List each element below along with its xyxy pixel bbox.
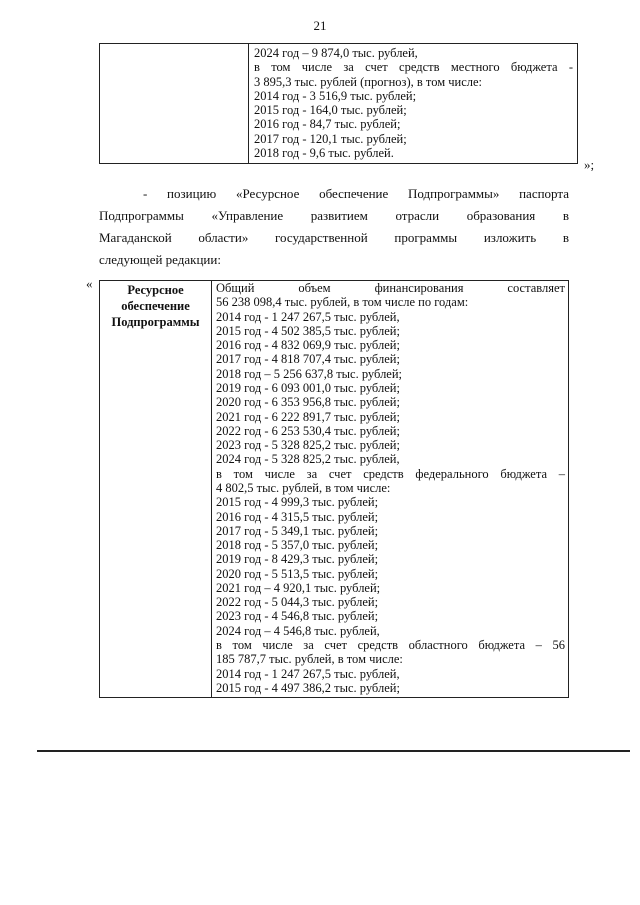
paragraph-line: Магаданской области» государственной программы изложить в [99, 230, 569, 245]
resource-line: 2020 год - 6 353 956,8 тыс. рублей; [216, 395, 400, 410]
resource-line: 2023 год - 5 328 825,2 тыс. рублей; [216, 438, 400, 453]
resource-line: 2016 год - 4 315,5 тыс. рублей; [216, 509, 379, 524]
resource-line: в том числе за счет средств федерального бюджета – [216, 466, 565, 481]
resource-line: 2018 год - 5 357,0 тыс. рублей; [216, 538, 379, 553]
funding-line: 2024 год – 9 874,0 тыс. рублей, [254, 46, 418, 60]
resource-line: 185 787,7 тыс. рублей, в том числе: [216, 652, 403, 667]
funding-text-cell [249, 44, 578, 164]
resource-line: 2020 год - 5 513,5 тыс. рублей; [216, 566, 379, 581]
funding-line: 2018 год - 9,6 тыс. рублей. [254, 146, 394, 161]
amendment-paragraph [99, 183, 569, 271]
funding-line: 2016 год - 84,7 тыс. рублей; [254, 117, 401, 132]
funding-line: 2017 год - 120,1 тыс. рублей; [254, 131, 407, 146]
paragraph-line: - позицию «Ресурсное обеспечение Подпрограммы» паспорта [143, 186, 569, 201]
continued-funding-table [99, 43, 578, 164]
resource-line: 2024 год – 4 546,8 тыс. рублей, [216, 623, 380, 638]
resource-line: 56 238 098,4 тыс. рублей, в том числе по годам: [216, 295, 469, 310]
resource-line: 2015 год - 4 999,3 тыс. рублей; [216, 495, 379, 510]
closing-quote: »; [584, 157, 595, 172]
resource-line: 2015 год - 4 502 385,5 тыс. рублей; [216, 323, 400, 338]
resource-line: Общий объем финансирования составляет [216, 281, 565, 295]
resource-provision-table [99, 280, 569, 698]
resource-text-cell [212, 281, 569, 698]
page-number: 21 [313, 18, 327, 33]
resource-line: 2014 год - 1 247 267,5 тыс. рублей, [216, 309, 400, 324]
resource-line: 2022 год - 6 253 530,4 тыс. рублей; [216, 423, 400, 438]
empty-label-cell [100, 44, 249, 164]
funding-line: 3 895,3 тыс. рублей (прогноз), в том числе: [254, 74, 483, 89]
resource-line: 2019 год - 8 429,3 тыс. рублей; [216, 552, 379, 567]
resource-line: 2014 год - 1 247 267,5 тыс. рублей, [216, 666, 400, 681]
resource-line: 4 802,5 тыс. рублей, в том числе: [216, 480, 391, 495]
resource-line: 2017 год - 4 818 707,4 тыс. рублей; [216, 352, 400, 367]
resource-line: 2024 год - 5 328 825,2 тыс. рублей, [216, 452, 400, 467]
label-line: Ресурсное [127, 283, 184, 297]
bottom-divider [37, 750, 630, 752]
funding-line: 2014 год - 3 516,9 тыс. рублей; [254, 88, 417, 103]
resource-line: 2021 год - 6 222 891,7 тыс. рублей; [216, 409, 400, 424]
resource-line: 2015 год - 4 497 386,2 тыс. рублей; [216, 680, 400, 695]
resource-line: 2022 год - 5 044,3 тыс. рублей; [216, 595, 379, 610]
resource-line: 2016 год - 4 832 069,9 тыс. рублей; [216, 338, 400, 353]
funding-line: в том числе за счет средств местного бюджета - [254, 60, 573, 75]
paragraph-line: Подпрограммы «Управление развитием отрасли образования в [99, 208, 569, 223]
resource-line: 2017 год - 5 349,1 тыс. рублей; [216, 523, 379, 538]
opening-quote: « [86, 276, 93, 291]
paragraph-line: следующей редакции: [99, 252, 221, 267]
resource-line: в том числе за счет средств областного бюджета – 56 [216, 638, 565, 653]
resource-line: 2023 год - 4 546,8 тыс. рублей; [216, 609, 379, 624]
resource-line: 2021 год – 4 920,1 тыс. рублей; [216, 580, 381, 595]
resource-line: 2018 год – 5 256 637,8 тыс. рублей; [216, 366, 403, 381]
label-line: обеспечение [121, 299, 190, 313]
resource-line: 2019 год - 6 093 001,0 тыс. рублей; [216, 380, 400, 395]
resource-label-cell [100, 281, 212, 698]
funding-line: 2015 год - 164,0 тыс. рублей; [254, 103, 407, 118]
label-line: Подпрограммы [111, 315, 200, 329]
